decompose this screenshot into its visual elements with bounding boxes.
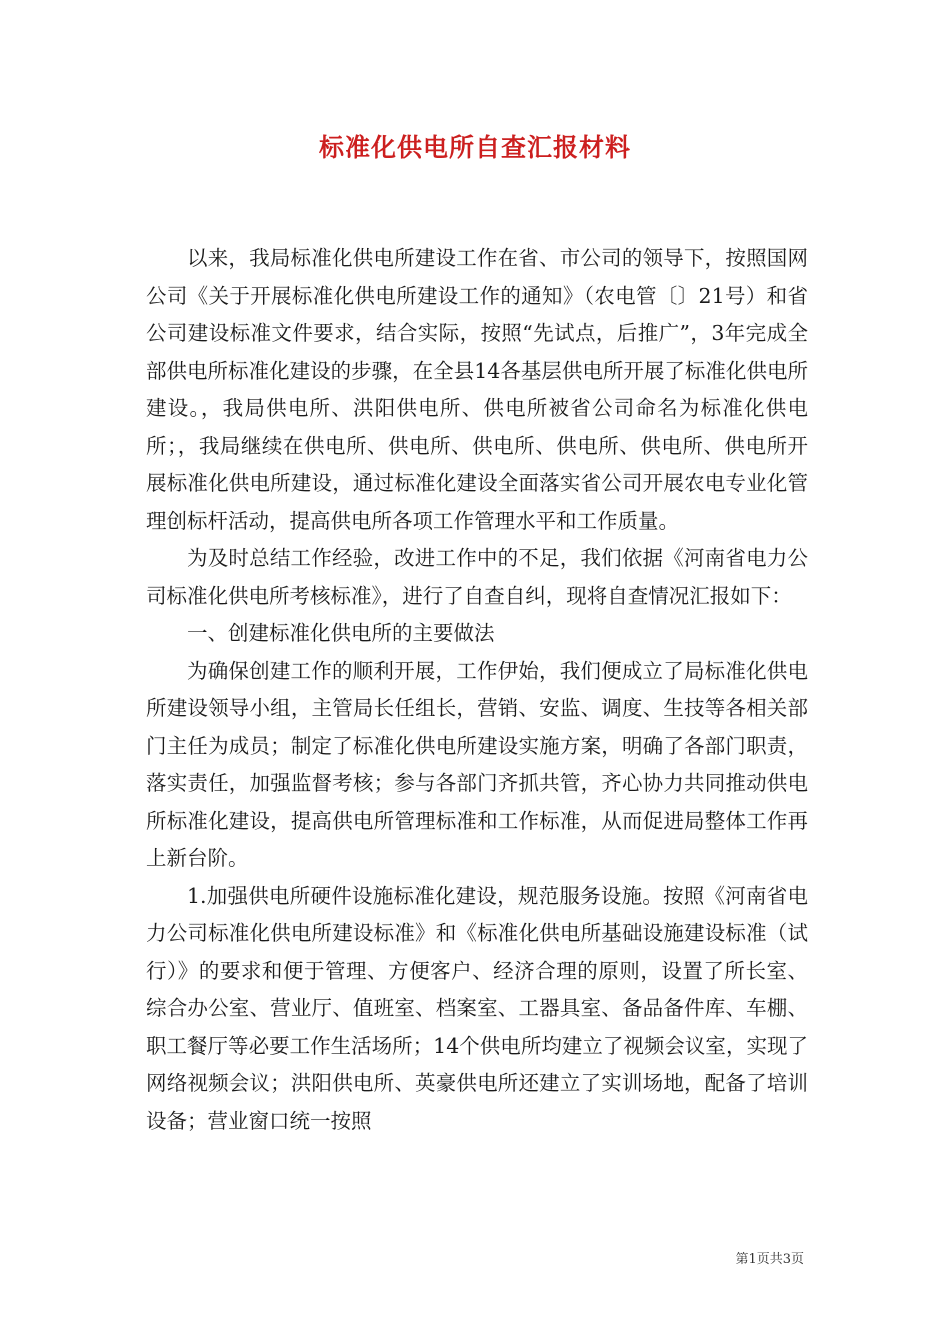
document-body: [146, 240, 808, 1140]
paragraph-summary: 为及时总结工作经验，改进工作中的不足，我们依据《河南省电力公司标准化供电所考核标准》，进行了自查自纠，现将自查情况汇报如下：: [146, 546, 808, 608]
paragraph-organization: 为确保创建工作的顺利开展，工作伊始，我们便成立了局标准化供电所建设领导小组，主管局长任组长，营销、安监、调度、生技等各相关部门主任为成员；制定了标准化供电所建设实施方案，明确了各部门职责，落实责任，加强监督考核；参与各部门齐抓共管，齐心协力共同推动供电所标准化建设，提高供电所管理标准和工作标准，从而促进局整体工作再上新台阶。: [146, 658, 808, 870]
paragraph-intro: 以来，我局标准化供电所建设工作在省、市公司的领导下，按照国网公司《关于开展标准化供电所建设工作的通知》（农电管〔〕21号）和省公司建设标准文件要求，结合实际，按照“先试点，后推广”，3年完成全部供电所标准化建设的步骤，在全县14各基层供电所开展了标准化供电所建设。，我局供电所、洪阳供电所、供电所被省公司命名为标准化供电所；，我局继续在供电所、供电所、供电所、供电所、供电所、供电所开展标准化供电所建设，通过标准化建设全面落实省公司开展农电专业化管理创标杆活动，提高供电所各项工作管理水平和工作质量。: [146, 246, 808, 533]
document-title: 标准化供电所自查汇报材料: [318, 133, 631, 162]
page-number: 第1页共3页: [735, 1252, 804, 1267]
section-heading-1: 一、创建标准化供电所的主要做法: [187, 621, 495, 645]
paragraph-hardware: 1.加强供电所硬件设施标准化建设，规范服务设施。按照《河南省电力公司标准化供电所建设标准》和《标准化供电所基础设施建设标准（试行）》的要求和便于管理、方便客户、经济合理的原则，设置了所长室、综合办公室、营业厅、值班室、档案室、工器具室、备品备件库、车棚、职工餐厅等必要工作生活场所；14个供电所均建立了视频会议室，实现了网络视频会议；洪阳供电所、英豪供电所还建立了实训场地，配备了培训设备；营业窗口统一按照: [146, 883, 808, 1133]
